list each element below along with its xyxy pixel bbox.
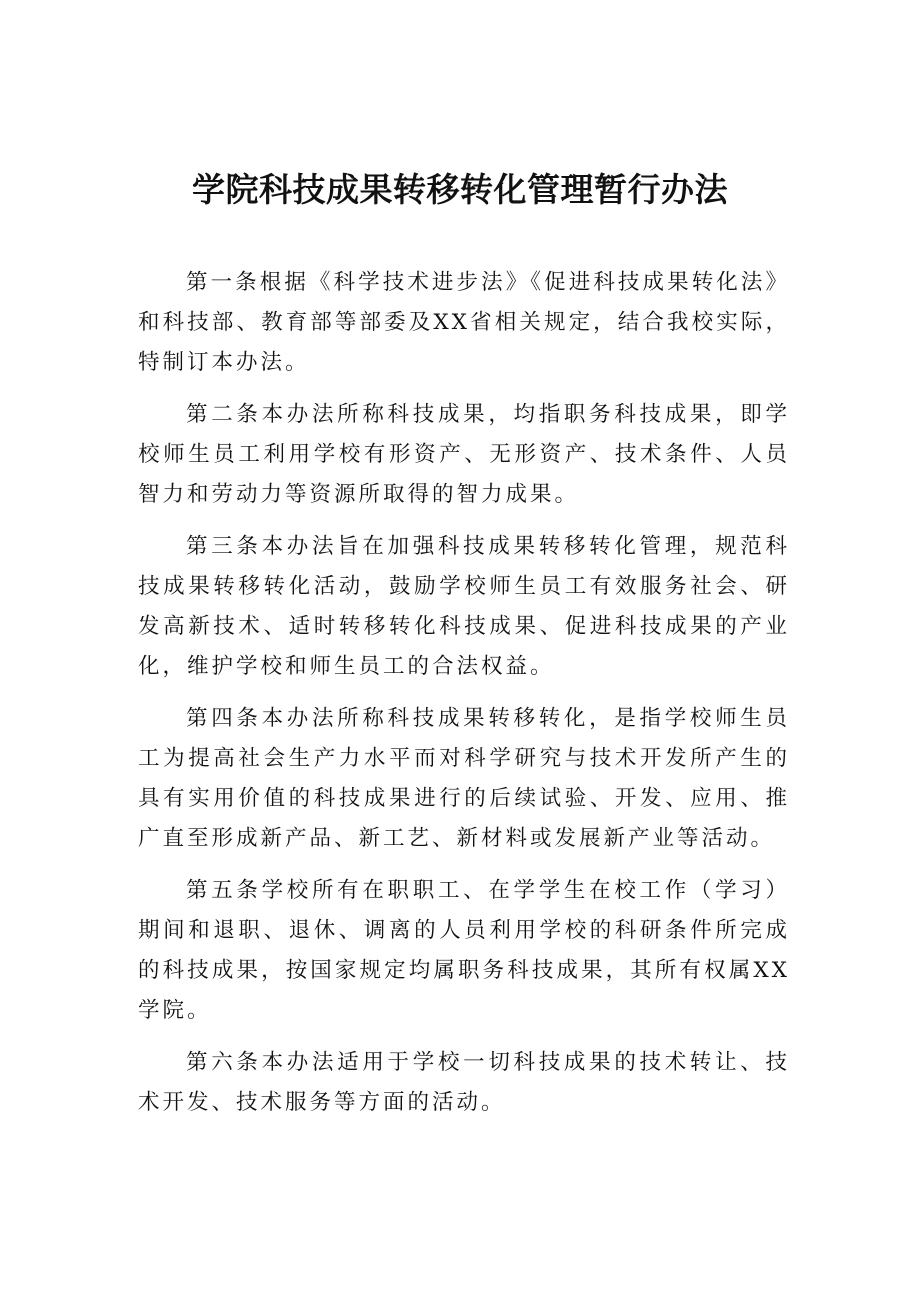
article-2: 第二条本办法所称科技成果，均指职务科技成果，即学校师生员工利用学校有形资产、无形资产、技术条件、人员智力和劳动力等资源所取得的智力成果。	[138, 402, 790, 507]
document-title: 学院科技成果转移转化管理暂行办法	[192, 170, 728, 209]
article-5: 第五条学校所有在职职工、在学学生在校工作（学习）期间和退职、退休、调离的人员利用学校的科研条件所完成的科技成果，按国家规定均属职务科技成果，其所有权属XX学院。	[138, 878, 790, 1023]
article-6: 第六条本办法适用于学校一切科技成果的技术转让、技术开发、技术服务等方面的活动。	[138, 1050, 790, 1115]
article-3: 第三条本办法旨在加强科技成果转移转化管理，规范科技成果转移转化活动，鼓励学校师生员工有效服务社会、研发高新技术、适时转移转化科技成果、促进科技成果的产业化，维护学校和师生员工的合法权益。	[138, 534, 790, 679]
article-1: 第一条根据《科学技术进步法》《促进科技成果转化法》和科技部、教育部等部委及XX省相关规定，结合我校实际，特制订本办法。	[138, 270, 790, 375]
article-4: 第四条本办法所称科技成果转移转化，是指学校师生员工为提高社会生产力水平而对科学研究与技术开发所产生的具有实用价值的科技成果进行的后续试验、开发、应用、推广直至形成新产品、新工艺、新材料或发展新产业等活动。	[138, 706, 790, 851]
document-body	[138, 263, 790, 1135]
